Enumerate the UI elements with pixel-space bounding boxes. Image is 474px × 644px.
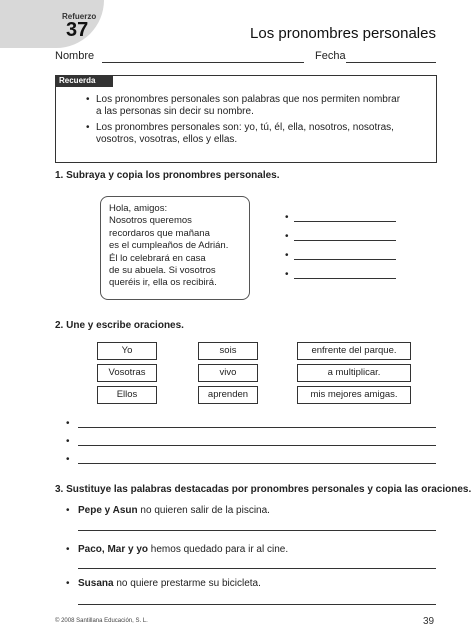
sentence-rest: hemos quedado para ir al cine. (148, 544, 289, 555)
bullet-icon: • (66, 505, 70, 516)
bullet-icon: • (66, 436, 70, 447)
bullet-icon: • (285, 212, 289, 223)
complement-box[interactable]: enfrente del parque. (297, 342, 411, 360)
exercise-1-title: 1. Subraya y copia los pronombres personales. (55, 170, 280, 181)
bubble-line: Él lo celebrará en casa (109, 252, 206, 264)
date-label: Fecha (315, 50, 346, 62)
bullet-icon: • (285, 269, 289, 280)
answer-line[interactable] (294, 278, 396, 279)
sentence-2 (78, 544, 288, 555)
bubble-line: de su abuela. Si vosotros (109, 265, 216, 277)
bubble-line: queréis ir, ella os recibirá. (109, 277, 217, 289)
bullet-icon: • (285, 231, 289, 242)
speech-bubble (100, 196, 250, 300)
page-number: 39 (423, 616, 435, 627)
name-field[interactable] (102, 62, 304, 63)
answer-line[interactable] (294, 259, 396, 260)
recuerda-tag: Recuerda (55, 75, 113, 87)
subject-box[interactable]: Ellos (97, 386, 157, 404)
bullet-icon: • (66, 418, 70, 429)
bullet-icon: • (86, 122, 90, 133)
answer-line[interactable] (294, 240, 396, 241)
answer-line[interactable] (78, 604, 436, 605)
page-title: Los pronombres personales (250, 25, 436, 42)
highlighted-words: Pepe y Asun (78, 505, 138, 516)
bullet-icon: • (285, 250, 289, 261)
recuerda-line-2: a las personas sin decir su nombre. (96, 106, 254, 117)
answer-line[interactable] (78, 530, 436, 531)
highlighted-words: Susana (78, 578, 114, 589)
sentence-rest: no quiere prestarme su bicicleta. (113, 578, 261, 589)
name-label: Nombre (55, 50, 95, 62)
bullet-icon: • (86, 94, 90, 105)
verb-box[interactable]: aprenden (198, 386, 258, 404)
bubble-line: recordaros que mañana (109, 227, 210, 239)
answer-line[interactable] (294, 221, 396, 222)
subject-box[interactable]: Vosotras (97, 364, 157, 382)
highlighted-words: Paco, Mar y yo (78, 544, 149, 555)
sentence-rest: no quieren salir de la piscina. (137, 505, 270, 516)
complement-box[interactable]: a multiplicar. (297, 364, 411, 382)
bullet-icon: • (66, 454, 70, 465)
bubble-line: es el cumpleaños de Adrián. (109, 240, 229, 252)
answer-line[interactable] (78, 445, 436, 446)
date-field[interactable] (346, 62, 436, 63)
bubble-line: Nosotros queremos (109, 215, 192, 227)
exercise-2-title: 2. Une y escribe oraciones. (55, 320, 184, 331)
refuerzo-tab (0, 0, 104, 48)
answer-line[interactable] (78, 463, 436, 464)
worksheet-number: 37 (66, 19, 89, 41)
verb-box[interactable]: sois (198, 342, 258, 360)
copyright: © 2008 Santillana Educación, S. L. (55, 618, 148, 624)
answer-line[interactable] (78, 427, 436, 428)
recuerda-box (55, 75, 437, 163)
exercise-3-title: 3. Sustituye las palabras destacadas por pronombres personales y copia las oraciones. (55, 484, 472, 495)
sentence-1 (78, 505, 270, 516)
answer-line[interactable] (78, 568, 436, 569)
tab-label: Refuerzo (62, 12, 97, 21)
recuerda-line-4: vosotros, vosotras, ellos y ellas. (96, 134, 238, 145)
subject-box[interactable]: Yo (97, 342, 157, 360)
recuerda-line-3: Los pronombres personales son: yo, tú, él, ella, nosotros, nosotras, (96, 122, 394, 133)
sentence-3 (78, 578, 261, 589)
complement-box[interactable]: mis mejores amigas. (297, 386, 411, 404)
bubble-line: Hola, amigos: (109, 203, 168, 214)
verb-box[interactable]: vivo (198, 364, 258, 382)
bullet-icon: • (66, 544, 70, 555)
recuerda-line-1: Los pronombres personales son palabras que nos permiten nombrar (96, 94, 401, 105)
bullet-icon: • (66, 578, 70, 589)
